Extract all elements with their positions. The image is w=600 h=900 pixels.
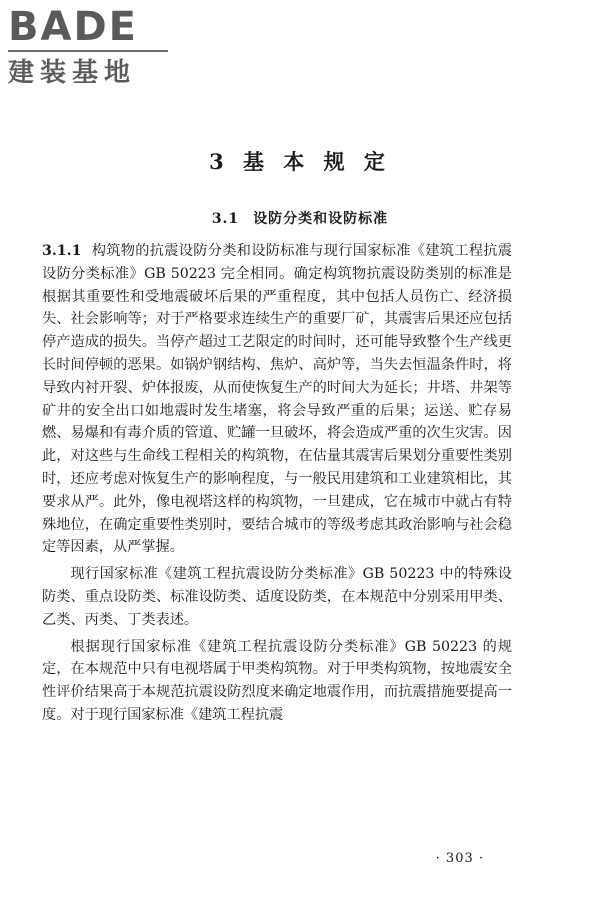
clause-number: 3.1.1 (42, 243, 82, 259)
paragraph-1 (42, 240, 512, 559)
paragraph-3: 根据现行国家标准《建筑工程抗震设防分类标准》GB 50223 的规定，在本规范中只有电视塔属于甲类构筑物。对于甲类构筑物，按地震安全性评价结果高于本规范抗震设防烈度来确定地震作用，而抗震措施要提高一度。对于现行国家标准《建筑工程抗震 (42, 638, 512, 723)
logo-brand-text: BADE (8, 4, 138, 50)
section-number: 3.1 (211, 211, 240, 227)
section-title (0, 208, 600, 228)
logo-divider (8, 50, 168, 52)
page-number: · 303 · (435, 851, 484, 866)
document-body (42, 240, 512, 731)
logo-subtitle: 建装基地 (8, 58, 137, 88)
paragraph-2: 现行国家标准《建筑工程抗震设防分类标准》GB 50223 中的特殊设防类、重点设防类、标准设防类、适度设防类，在本规范中分别采用甲类、乙类、丙类、丁类表述。 (42, 566, 512, 628)
brand-logo (8, 6, 178, 88)
section-title-text: 设防分类和设防标准 (253, 211, 389, 227)
paragraph-1-text: 构筑物的抗震设防分类和设防标准与现行国家标准《建筑工程抗震设防分类标准》GB 50223 完全相同。确定构筑物抗震设防类别的标准是根据其重要性和受地震破坏后果的严重程度，其中包括人员伤亡、经济损失、社会影响等；对于严格要求连续生产的重要厂矿，其震害后果还应包括停产造成的损失。当停产超过工艺限定的时间时，还可能导致整个生产线更长时间停顿的恶果。如锅炉钢结构、焦炉、高炉等，当失去恒温条件时，将导致内衬开裂、炉体报废，从而使恢复生产的时间大为延长；井塔、井架等矿井的安全出口如地震时发生堵塞，将会导致严重的后果；运送、贮存易燃、易爆和有毒介质的管道、贮罐一旦破坏，将会造成严重的次生灾害。因此，对这些与生命线工程相关的构筑物，在估量其震害后果划分重要性类别时，还应考虑对恢复生产的影响程度，与一般民用建筑和工业建筑相比，其要求从严。此外，像电视塔这样的构筑物，一旦建成，它在城市中就占有特殊地位，在确定重要性类别时，要结合城市的等级考虑其政治影响与社会稳定等因素，从严掌握。 (42, 243, 512, 556)
chapter-title: 3 基 本 规 定 (209, 149, 391, 174)
